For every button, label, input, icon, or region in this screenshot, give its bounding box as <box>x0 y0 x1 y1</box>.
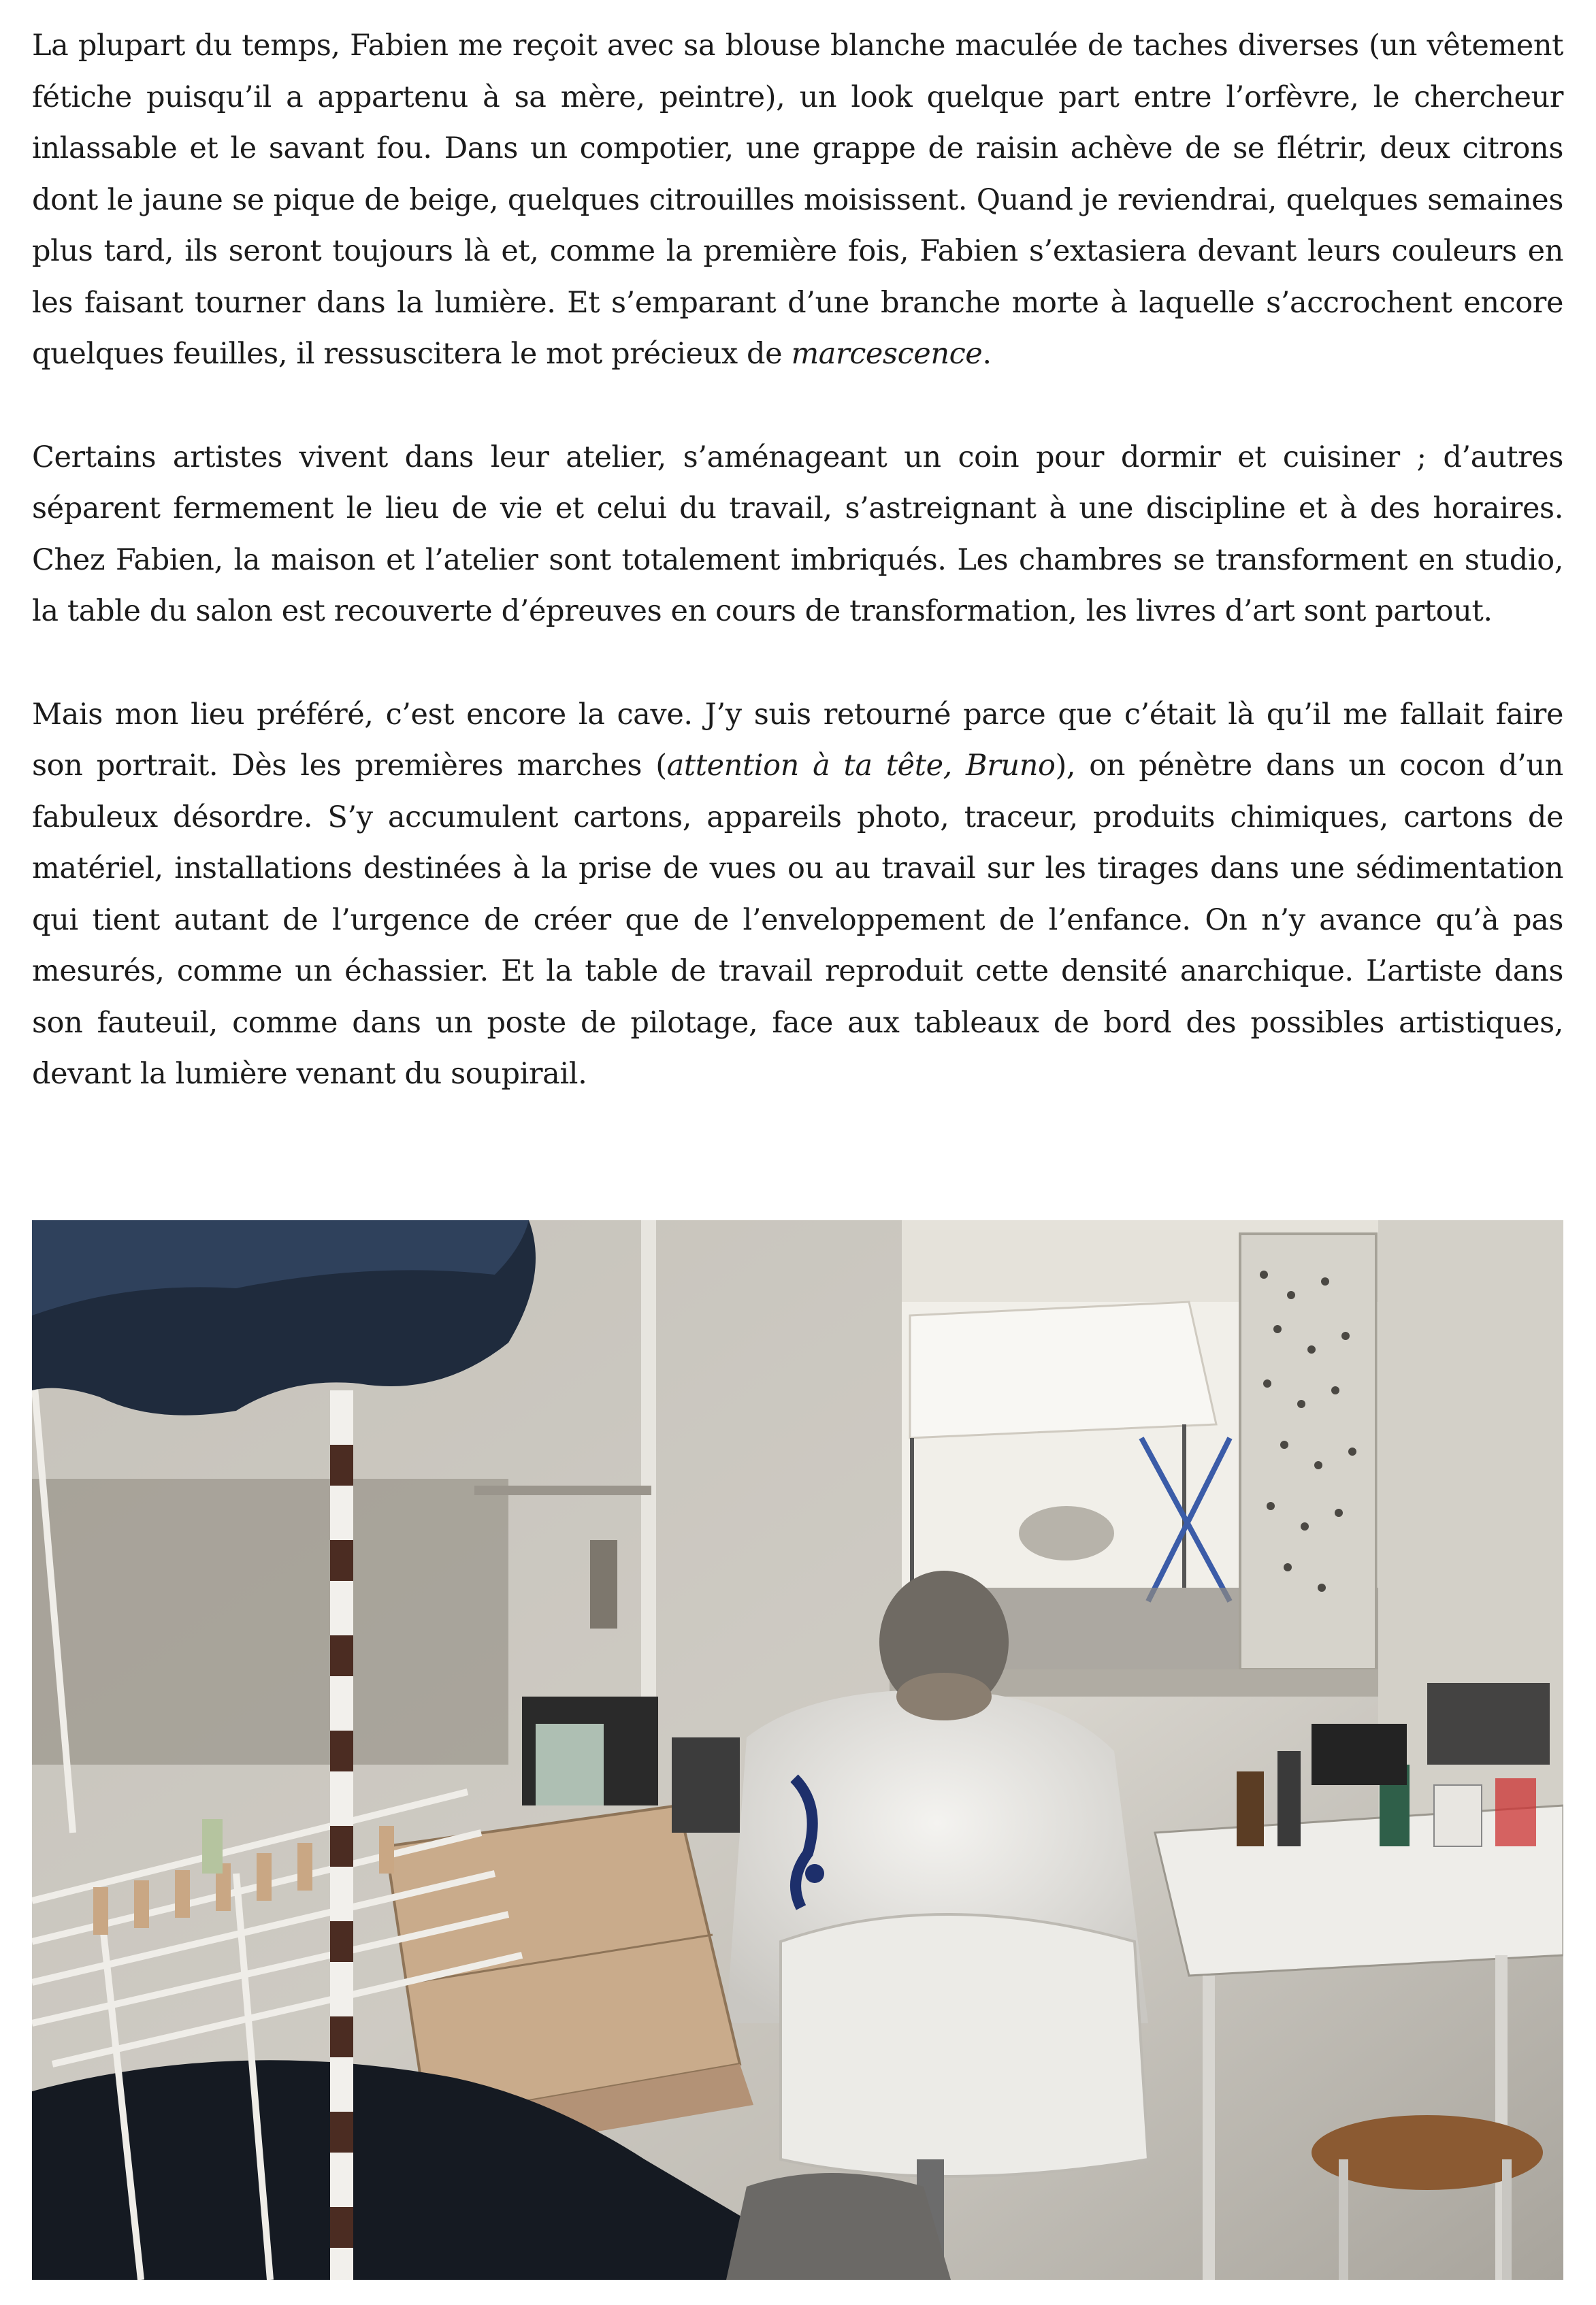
italic-phrase: attention à ta tête, Bruno <box>666 749 1056 783</box>
text-run: . <box>982 337 992 371</box>
striped-pole <box>330 1390 353 2280</box>
text-run: Mais mon lieu préféré, c’est encore la cave. J’y suis retourné parce que c’était là qu’il me fallait faire son portrait. Dès les premières marches ( <box>32 697 1563 783</box>
text-run: La plupart du temps, Fabien me reçoit avec sa blouse blanche maculée de taches diverses (un vêtement fétiche puisqu’il a appartenu à sa mère, peintre), un look quelque part entre l’orfèvre, le chercheur inlassable et le savant fou. Dans un compotier, une grappe de raisin achève de se flétrir, deux citrons dont le jaune se pique de beige, quelques citrouilles moisissent. Quand je reviendrai, quelques semaines plus tard, ils seront toujours là et, comme la première fois, Fabien s’extasiera devant leurs couleurs en les faisant tourner dans la lumière. Et s’emparant d’une branche morte à laquelle s’accrochent encore quelques feuilles, il ressuscitera le mot précieux de <box>32 29 1563 371</box>
italic-phrase: marcescence <box>791 337 983 371</box>
outside-table-cloth <box>910 1302 1216 1438</box>
text-run: Certains artistes vivent dans leur atelier, s’aménageant un coin pour dormir et cuisiner ; d’autres séparent fermement le lieu de vie et celui du travail, s’astreignant à une discipline et à des horaires. Chez Fabien, la maison et l’atelier sont totalement imbriqués. Les chambres se transforment en studio, la table du salon est recouverte d’épreuves en cours de transformation, les livres d’art sont partout. <box>32 440 1563 628</box>
atelier-cellar-photo <box>32 1220 1563 2280</box>
pipe <box>641 1220 656 1710</box>
paragraph-3 <box>32 689 1563 1100</box>
armchair <box>781 1914 1148 2176</box>
text-run: ), on pénètre dans un cocon d’un fabuleux désordre. S’y accumulent cartons, appareils photo, traceur, produits chimiques, cartons de matériel, installations destinées à la prise de vues ou au travail sur les tirages dans une sédimentation qui tient autant de l’urgence de créer que de l’enveloppement de l’enfance. On n’y avance qu’à pas mesurés, comme un échassier. Et la table de travail reproduit cette densité anarchique. L’artiste dans son fauteuil, comme dans un poste de pilotage, face aux tableaux de bord des possibles artistiques, devant la lumière venant du soupirail. <box>32 749 1563 1091</box>
wall-stain <box>32 1479 508 1765</box>
article-body <box>32 20 1563 1100</box>
photo-illustration <box>32 1220 1563 2280</box>
cardboard-box <box>386 1805 740 2119</box>
bottle <box>1237 1771 1264 1846</box>
paragraph-2 <box>32 432 1563 638</box>
paragraph-1 <box>32 20 1563 380</box>
